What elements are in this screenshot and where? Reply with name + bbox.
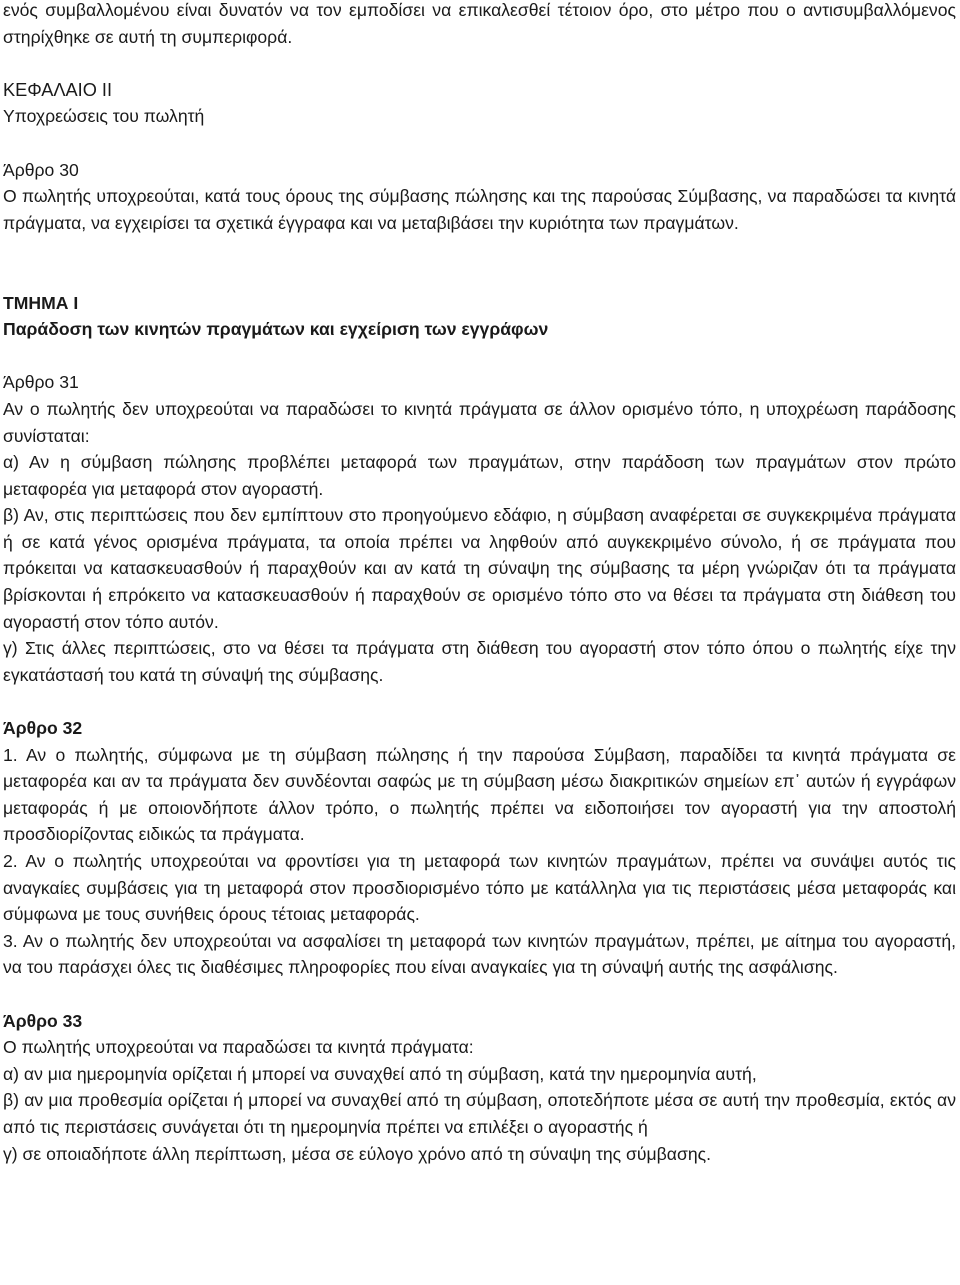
article-33-heading: Άρθρο 33 — [3, 1010, 83, 1031]
chapter-title: ΚΕΦΑΛΑΙΟ ΙΙ — [3, 79, 113, 100]
chapter-subtitle: Υποχρεώσεις του πωλητή — [3, 106, 205, 127]
article-31-item-b: β) Αν, στις περιπτώσεις που δεν εμπίπτουν στο προηγούμενο εδάφιο, η σύμβαση αναφέρεται σε συγκεκριμένα πράγματα ή σε κατά γένος ορισμένα πράγματα, τα οποία πρέπει να ληφθούν από αυγκεκριμένο σύνολο, ή σε πράγματα που πρόκειται να κατασκευασθούν ή παραχθούν και αν κατά τη σύναψη της σύμβασης τα μέρη γνώριζαν ότι τα πράγματα βρίσκονται ή επρόκειτο να κατασκευασθούν ή παραχθούν σε ορισμένο τόπο στο να θέσει τα πράγματα στη διάθεση του αγοραστή στον τόπο αυτόν. — [3, 505, 956, 632]
section-subtitle: Παράδοση των κινητών πραγμάτων και εγχείριση των εγγράφων — [3, 319, 549, 340]
article-33-item-c: γ) σε οποιαδήποτε άλλη περίπτωση, μέσα σε εύλογο χρόνο από τη σύναψη της σύμβασης. — [3, 1143, 711, 1164]
article-32-paragraph-3: 3. Αν ο πωλητής δεν υποχρεούται να ασφαλίσει τη μεταφορά των κινητών πραγμάτων, πρέπει, με αίτημα του αγοραστή, να του παράσχει όλες τις διαθέσιμες πληροφορίες που είναι αναγκαίες για τη σύναψή αυτής της ασφάλισης. — [3, 930, 956, 978]
article-33-text: Ο πωλητής υποχρεούται να παραδώσει τα κινητά πράγματα: — [3, 1037, 474, 1058]
spacer — [3, 343, 956, 370]
section-title: ΤΜΗΜΑ Ι — [3, 292, 79, 313]
intro-paragraph: ενός συμβαλλομένου είναι δυνατόν να τον εμποδίσει να επικαλεσθεί τέτοιον όρο, στο μέτρο που ο αντισυμβαλλόμενος στηρίχθηκε σε αυτή τη συμπεριφορά. — [3, 0, 956, 47]
article-32-paragraph-1: 1. Αν ο πωλητής, σύμφωνα με τη σύμβαση πώλησης ή την παρούσα Σύμβαση, παραδίδει τα κινητά πράγματα σε μεταφορέα και αν τα πράγματα δεν συνδέονται σαφώς με τη σύμβαση μέσω διακριτικών σημείων επ᾽ αυτών ή εγγράφων μεταφοράς ή με οποιονδήποτε άλλον τρόπο, ο πωλητής πρέπει να ειδοποιήσει τον αγοραστή για την αποστολή προσδιορίζοντας ειδικώς τα πράγματα. — [3, 744, 956, 845]
spacer — [3, 236, 956, 289]
document-page — [3, 0, 956, 1167]
article-33-item-b: β) αν μια προθεσμία ορίζεται ή μπορεί να συναχθεί από τη σύμβαση, οποτεδήποτε μέσα σε αυτή την προθεσμία, εκτός αν από τις περιστάσεις συνάγεται ότι τη ημερομηνία πρέπει να επιλέξει ο αγοραστής ή — [3, 1090, 956, 1137]
article-32-paragraph-2: 2. Αν ο πωλητής υποχρεούται να φροντίσει για τη μεταφορά των κινητών πραγμάτων, πρέπει να συνάψει αυτός τις αναγκαίες συμβάσεις για τη μεταφορά στον προσδιορισμένο τόπο με κατάλληλα για τις περιστάσεις μέσα μεταφοράς και σύμφωνα με τους συνήθεις όρους τέτοιας μεταφοράς. — [3, 851, 956, 925]
spacer — [3, 130, 956, 157]
article-31-heading: Άρθρο 31 — [3, 372, 79, 393]
article-31-item-c: γ) Στις άλλες περιπτώσεις, στο να θέσει τα πράγματα στη διάθεση του αγοραστή στον τόπο όπου ο πωλητής είχε την εγκατάστασή του κατά τη σύναψή της σύμβασης. — [3, 638, 956, 685]
spacer — [3, 688, 956, 715]
article-31-text: Αν ο πωλητής δεν υποχρεούται να παραδώσει το κινητά πράγματα σε άλλον ορισμένο τόπο, η υποχρέωση παράδοσης συνίσταται: — [3, 398, 956, 446]
article-33-item-a: α) αν μια ημερομηνία ορίζεται ή μπορεί να συναχθεί από τη σύμβαση, κατά την ημερομηνία αυτή, — [3, 1063, 757, 1084]
article-30-text: Ο πωλητής υποχρεούται, κατά τους όρους της σύμβασης πώλησης και της παρούσας Σύμβασης, να παραδώσει τα κινητά πράγματα, να εγχειρίσει τα σχετικά έγγραφα και να μεταβιβάσει την κυριότητα των πραγμάτων. — [3, 186, 956, 233]
spacer — [3, 981, 956, 1008]
article-32-heading: Άρθρο 32 — [3, 718, 83, 739]
article-31-item-a: α) Αν η σύμβαση πώλησης προβλέπει μεταφορά των πραγμάτων, στην παράδοση των πραγμάτων στον πρώτο μεταφορέα για μεταφορά στον αγοραστή. — [3, 452, 956, 499]
spacer — [3, 50, 956, 77]
article-30-heading: Άρθρο 30 — [3, 159, 79, 180]
